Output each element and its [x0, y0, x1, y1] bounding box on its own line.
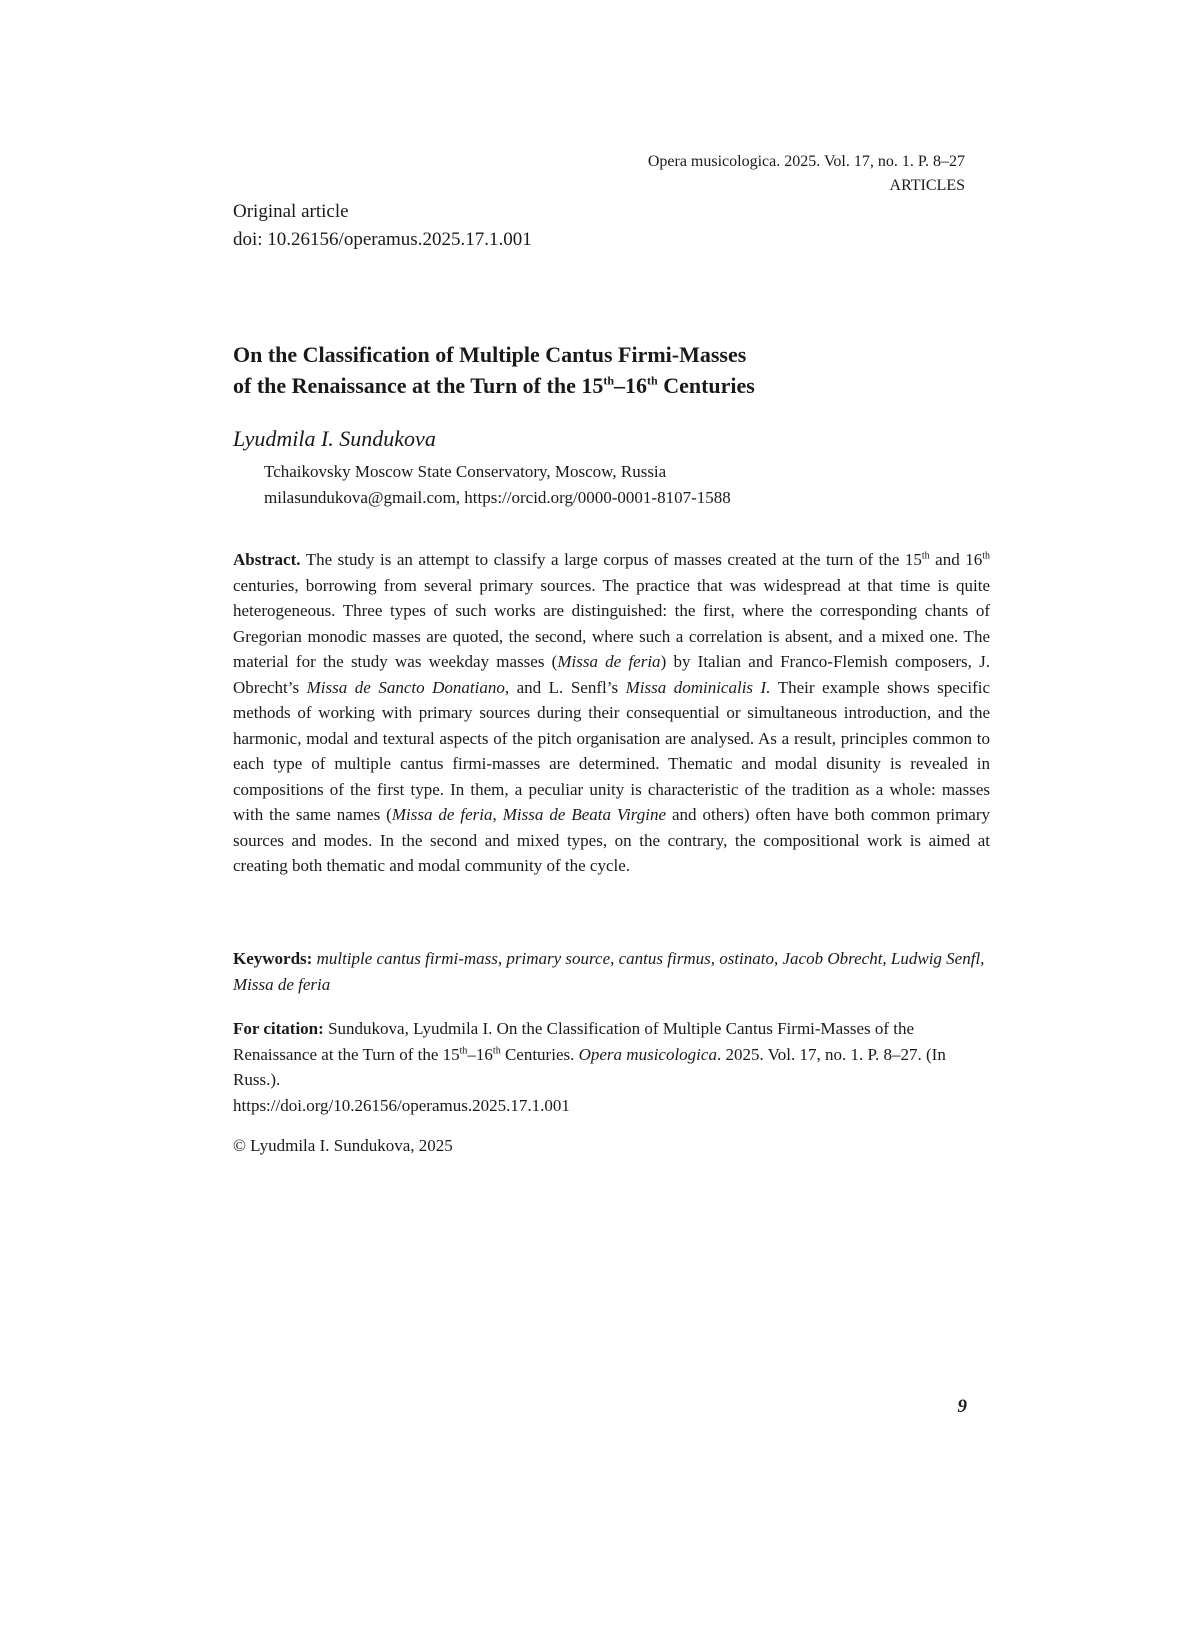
- author-affiliation: Tchaikovsky Moscow State Conservatory, Moscow, Russia: [264, 459, 731, 485]
- abstract-label: Abstract.: [233, 550, 301, 569]
- front-matter: [233, 198, 532, 254]
- citation: [233, 1016, 990, 1118]
- page-number: 9: [958, 1396, 968, 1418]
- author-contact[interactable]: milasundukova@gmail.com, https://orcid.org/0000-0001-8107-1588: [264, 485, 731, 511]
- citation-superscript: th: [460, 1045, 468, 1056]
- keywords-list: multiple cantus firmi-mass, primary source, cantus firmus, ostinato, Jacob Obrecht, Ludwig Senfl, Missa de feria: [233, 949, 984, 994]
- citation-text: . 2025. Vol. 17, no. 1. P. 8–27. (In Russ.).: [233, 1045, 946, 1090]
- copyright-notice: © Lyudmila I. Sundukova, 2025: [233, 1136, 453, 1156]
- abstract-text: The study is an attempt to classify a large corpus of masses created at the turn of the 15: [301, 550, 922, 569]
- author-name: Lyudmila I. Sundukova: [233, 426, 436, 452]
- journal-citation-line: Opera musicologica. 2025. Vol. 17, no. 1. P. 8–27: [648, 150, 965, 174]
- title-line-2-start: of the Renaissance at the Turn of the 15: [233, 373, 603, 398]
- abstract-text: ) by Italian and Franco-Flemish composers, J. Obrecht’s: [233, 652, 990, 697]
- abstract-text: Their example shows specific methods of working with primary sources during their consequential or simultaneous introduction, and the harmonic, modal and textural aspects of the pitch organisation are analysed. As a result, principles common to each type of multiple cantus firmi-masses are determined. Thematic and modal disunity is revealed in compositions of the first type. In them, a peculiar unity is characteristic of the tradition as a whole: masses with the same names (: [233, 678, 990, 825]
- citation-doi-link[interactable]: https://doi.org/10.26156/operamus.2025.17.1.001: [233, 1096, 570, 1115]
- abstract-superscript: th: [982, 550, 990, 561]
- article-type: Original article: [233, 198, 532, 226]
- citation-text: Centuries.: [501, 1045, 579, 1064]
- title-line-1: On the Classification of Multiple Cantus Firmi-Masses: [233, 342, 746, 367]
- citation-superscript: th: [493, 1045, 501, 1056]
- citation-label: For citation:: [233, 1019, 324, 1038]
- citation-journal: Opera musicologica: [579, 1045, 717, 1064]
- citation-text: –16: [467, 1045, 493, 1064]
- abstract-text: and others) often have both common primary sources and modes. In the second and mixed types, on the contrary, the compositional work is aimed at creating both thematic and modal community of the cycle.: [233, 805, 990, 875]
- article-page: [0, 0, 1200, 1627]
- abstract-italic: Missa de feria: [557, 652, 660, 671]
- keywords-label: Keywords:: [233, 949, 312, 968]
- abstract-text: ,: [493, 805, 503, 824]
- section-label: ARTICLES: [648, 174, 965, 198]
- abstract-italic: Missa de feria: [392, 805, 493, 824]
- abstract-italic: Missa de Sancto Donatiano: [307, 678, 505, 697]
- citation-text: Sundukova, Lyudmila I. On the Classification of Multiple Cantus Firmi-Masses of the Renaissance at the Turn of the 15: [233, 1019, 914, 1064]
- abstract-text: , and L. Senfl’s: [505, 678, 626, 697]
- author-details: [264, 459, 731, 511]
- article-title: [233, 339, 993, 401]
- running-header: [648, 150, 965, 198]
- abstract: [233, 547, 990, 879]
- title-dash: –16: [614, 373, 647, 398]
- doi-line: doi: 10.26156/operamus.2025.17.1.001: [233, 226, 532, 254]
- abstract-text: centuries, borrowing from several primary sources. The practice that was widespread at that time is quite heterogeneous. Three types of such works are distinguished: the first, where the corresponding chants of Gregorian monodic masses are quoted, the second, where such a correlation is absent, and a mixed one. The material for the study was weekday masses (: [233, 576, 990, 672]
- abstract-italic: Missa dominicalis I.: [626, 678, 771, 697]
- abstract-italic: Missa de Beata Virgine: [503, 805, 666, 824]
- abstract-text: and 16: [930, 550, 983, 569]
- abstract-superscript: th: [922, 550, 930, 561]
- title-line-2-end: Centuries: [658, 373, 755, 398]
- keywords: [233, 946, 990, 997]
- title-superscript-2: th: [647, 374, 658, 388]
- title-superscript-1: th: [603, 374, 614, 388]
